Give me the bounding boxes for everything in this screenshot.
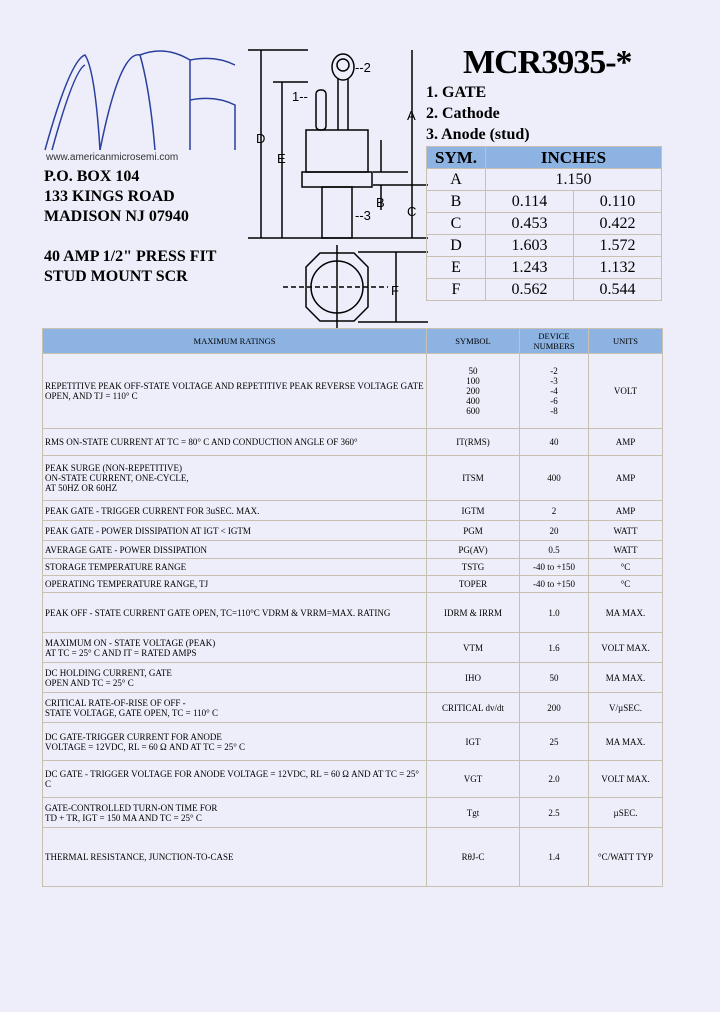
rating-description: GATE-CONTROLLED TURN-ON TIME FOR TD + TR, IGT = 150 MA AND TC = 25° C — [43, 798, 427, 828]
rating-value: -2 -3 -4 -6 -8 — [520, 354, 589, 429]
part-number-title: MCR3935-* — [463, 44, 632, 81]
rating-description: OPERATING TEMPERATURE RANGE, TJ — [43, 576, 427, 593]
rating-description: DC GATE - TRIGGER VOLTAGE FOR ANODE VOLTAGE = 12VDC, RL = 60 Ω AND AT TC = 25° C — [43, 761, 427, 798]
dimension-cell: F — [427, 279, 486, 301]
dimension-cell: B — [427, 191, 486, 213]
rating-row — [43, 429, 663, 456]
rating-row — [43, 456, 663, 501]
rating-row — [43, 798, 663, 828]
rating-symbol: IGTM — [427, 501, 520, 521]
rating-units: µSEC. — [589, 798, 663, 828]
rating-description: CRITICAL RATE-OF-RISE OF OFF - STATE VOLTAGE, GATE OPEN, TC = 110° C — [43, 693, 427, 723]
package-diagram — [248, 45, 428, 330]
rating-value: 25 — [520, 723, 589, 761]
header-symbol: SYMBOL — [427, 329, 520, 354]
rating-units: MA MAX. — [589, 723, 663, 761]
rating-units: VOLT MAX. — [589, 633, 663, 663]
rating-row — [43, 354, 663, 429]
rating-symbol: PG(AV) — [427, 541, 520, 559]
rating-symbol: VGT — [427, 761, 520, 798]
pin1-label: 1-- — [292, 89, 308, 104]
rating-value: 1.6 — [520, 633, 589, 663]
rating-row — [43, 541, 663, 559]
dimension-row — [427, 169, 662, 191]
rating-units: WATT — [589, 521, 663, 541]
rating-description: RMS ON-STATE CURRENT AT TC = 80° C AND CONDUCTION ANGLE OF 360° — [43, 429, 427, 456]
rating-symbol: TSTG — [427, 559, 520, 576]
rating-value: 2 — [520, 501, 589, 521]
dimension-cell: 0.562 — [486, 279, 574, 301]
rating-units: MA MAX. — [589, 593, 663, 633]
dim-label-b: B — [376, 195, 385, 210]
rating-description: REPETITIVE PEAK OFF-STATE VOLTAGE AND REPETITIVE PEAK REVERSE VOLTAGE GATE OPEN, AND TJ = 110° C — [43, 354, 427, 429]
rating-row — [43, 633, 663, 663]
dimension-cell: 1.603 — [486, 235, 574, 257]
header-sym: SYM. — [427, 147, 486, 169]
rating-row — [43, 559, 663, 576]
ratings-table — [42, 328, 663, 887]
dimension-row — [427, 279, 662, 301]
rating-row — [43, 593, 663, 633]
dim-label-a: A — [407, 108, 416, 123]
rating-symbol: ITSM — [427, 456, 520, 501]
rating-symbol: IGT — [427, 723, 520, 761]
rating-symbol: Tgt — [427, 798, 520, 828]
rating-description: THERMAL RESISTANCE, JUNCTION-TO-CASE — [43, 828, 427, 887]
dim-label-e: E — [277, 151, 286, 166]
header-max-ratings: MAXIMUM RATINGS — [43, 329, 427, 354]
rating-units: MA MAX. — [589, 663, 663, 693]
dimension-cell: 0.453 — [486, 213, 574, 235]
address-line: 133 KINGS ROAD — [44, 188, 175, 205]
rating-description: STORAGE TEMPERATURE RANGE — [43, 559, 427, 576]
dimension-cell: A — [427, 169, 486, 191]
pin-label: 2. Cathode — [426, 105, 500, 122]
dimension-row — [427, 213, 662, 235]
rating-symbol: CRITICAL dv/dt — [427, 693, 520, 723]
dimension-cell: 1.132 — [574, 257, 662, 279]
dimension-cell: C — [427, 213, 486, 235]
header-inches: INCHES — [486, 147, 662, 169]
rating-description: AVERAGE GATE - POWER DISSIPATION — [43, 541, 427, 559]
pin3-label: --3 — [355, 208, 371, 223]
rating-value: 0.5 — [520, 541, 589, 559]
rating-value: 1.4 — [520, 828, 589, 887]
rating-row — [43, 521, 663, 541]
rating-symbol: VTM — [427, 633, 520, 663]
rating-value: 2.5 — [520, 798, 589, 828]
dimension-row — [427, 257, 662, 279]
dimension-cell: 0.110 — [574, 191, 662, 213]
dimensions-table — [426, 146, 662, 301]
dimension-row — [427, 235, 662, 257]
pin-label: 3. Anode (stud) — [426, 126, 530, 143]
rating-symbol: RθJ-C — [427, 828, 520, 887]
rating-units: V/µSEC. — [589, 693, 663, 723]
rating-description: DC GATE-TRIGGER CURRENT FOR ANODE VOLTAGE = 12VDC, RL = 60 Ω AND AT TC = 25° C — [43, 723, 427, 761]
header-device-numbers: DEVICE NUMBERS — [520, 329, 589, 354]
dimension-row — [427, 191, 662, 213]
description-line: STUD MOUNT SCR — [44, 268, 188, 285]
rating-value: 400 — [520, 456, 589, 501]
dimension-cell: 0.544 — [574, 279, 662, 301]
rating-description: MAXIMUM ON - STATE VOLTAGE (PEAK) AT TC = 25° C AND IT = RATED AMPS — [43, 633, 427, 663]
rating-value: 50 — [520, 663, 589, 693]
rating-value: 200 — [520, 693, 589, 723]
rating-units: WATT — [589, 541, 663, 559]
rating-symbol: IT(RMS) — [427, 429, 520, 456]
rating-row — [43, 761, 663, 798]
rating-value: 2.0 — [520, 761, 589, 798]
rating-value: 1.0 — [520, 593, 589, 633]
rating-symbol: IDRM & IRRM — [427, 593, 520, 633]
pin-label: 1. GATE — [426, 84, 487, 101]
description-line: 40 AMP 1/2" PRESS FIT — [44, 248, 217, 265]
dim-label-f: F — [391, 283, 399, 298]
rating-description: PEAK OFF - STATE CURRENT GATE OPEN, TC=110°C VDRM & VRRM=MAX. RATING — [43, 593, 427, 633]
rating-value: -40 to +150 — [520, 576, 589, 593]
dimension-cell: E — [427, 257, 486, 279]
rating-value: 40 — [520, 429, 589, 456]
dimension-cell: 1.243 — [486, 257, 574, 279]
dimension-cell: D — [427, 235, 486, 257]
rating-units: VOLT MAX. — [589, 761, 663, 798]
ams-logo — [40, 40, 240, 168]
rating-description: PEAK GATE - POWER DISSIPATION AT IGT < IGTM — [43, 521, 427, 541]
rating-units: °C — [589, 559, 663, 576]
rating-row — [43, 501, 663, 521]
rating-value: 20 — [520, 521, 589, 541]
dimension-cell: 0.114 — [486, 191, 574, 213]
rating-description: PEAK GATE - TRIGGER CURRENT FOR 3uSEC. MAX. — [43, 501, 427, 521]
rating-description: DC HOLDING CURRENT, GATE OPEN AND TC = 25° C — [43, 663, 427, 693]
address-line: MADISON NJ 07940 — [44, 208, 189, 225]
rating-value: -40 to +150 — [520, 559, 589, 576]
dim-label-d: D — [256, 131, 266, 146]
rating-row — [43, 663, 663, 693]
address-line: P.O. BOX 104 — [44, 168, 140, 185]
dimension-cell: 0.422 — [574, 213, 662, 235]
rating-description: PEAK SURGE (NON-REPETITIVE) ON-STATE CURRENT, ONE-CYCLE, AT 50HZ OR 60HZ — [43, 456, 427, 501]
rating-units: VOLT — [589, 354, 663, 429]
rating-row — [43, 723, 663, 761]
rating-row — [43, 576, 663, 593]
dim-label-c: C — [407, 204, 417, 219]
rating-row — [43, 693, 663, 723]
rating-units: AMP — [589, 429, 663, 456]
rating-units: °C/WATT TYP — [589, 828, 663, 887]
header-units: UNITS — [589, 329, 663, 354]
rating-units: AMP — [589, 501, 663, 521]
rating-symbol: IHO — [427, 663, 520, 693]
website-link[interactable]: www.americanmicrosemi.com — [46, 152, 179, 163]
rating-symbol: TOPER — [427, 576, 520, 593]
rating-symbol: 50 100 200 400 600 — [427, 354, 520, 429]
dimension-cell: 1.572 — [574, 235, 662, 257]
rating-symbol: PGM — [427, 521, 520, 541]
dimension-cell: 1.150 — [486, 169, 662, 191]
rating-units: AMP — [589, 456, 663, 501]
rating-row — [43, 828, 663, 887]
rating-units: °C — [589, 576, 663, 593]
pin2-label: --2 — [355, 60, 371, 75]
